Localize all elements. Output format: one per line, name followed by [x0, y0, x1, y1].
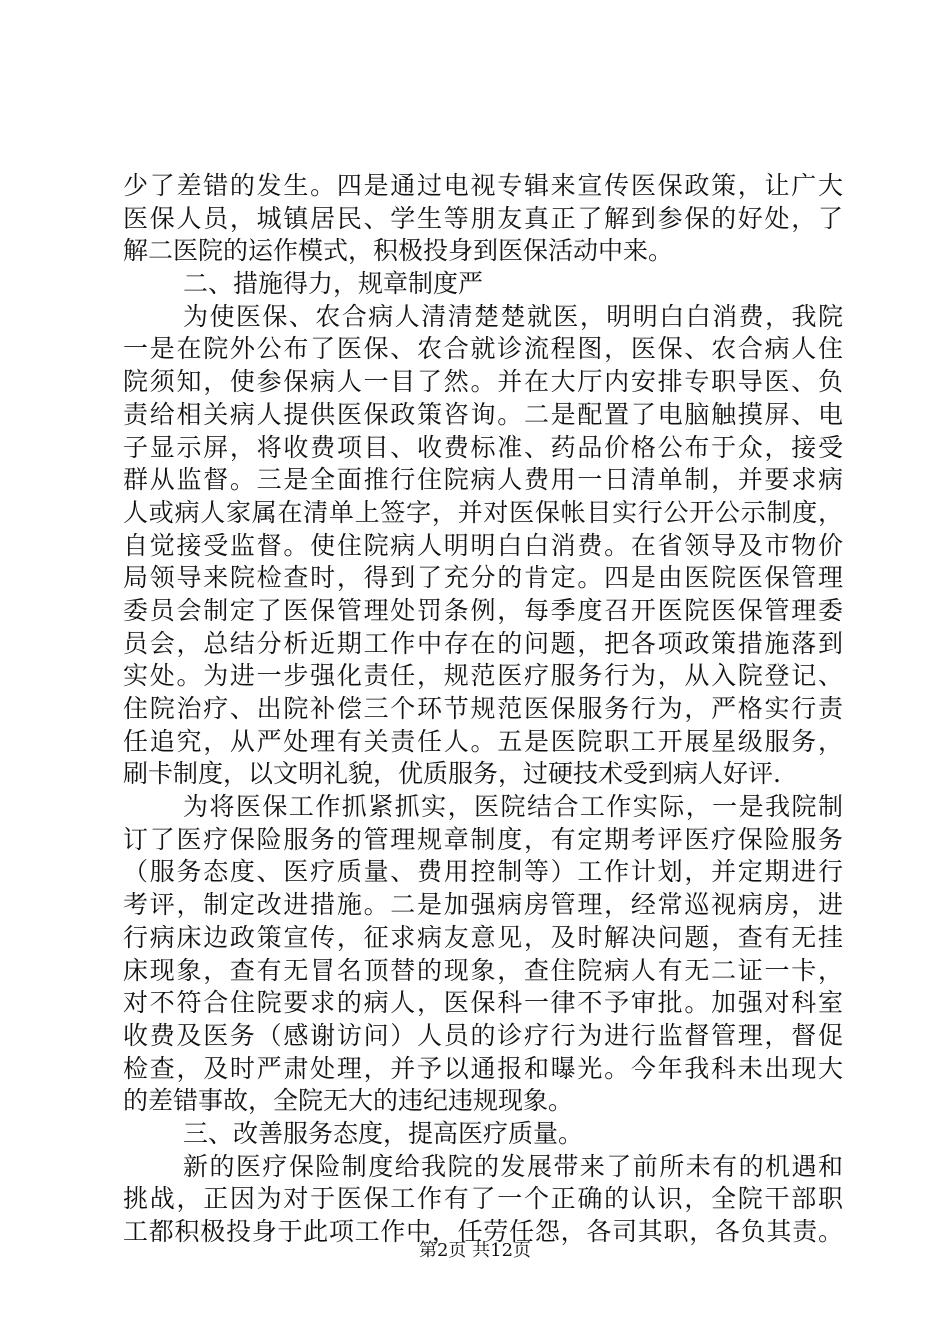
- text-line: 院须知，使参保病人一目了然。并在大厅内安排专职导医、负: [123, 367, 843, 397]
- text-line: 委员会制定了医保管理处罚条例，每季度召开医院医保管理委: [123, 595, 843, 625]
- text-line: 员会，总结分析近期工作中存在的问题，把各项政策措施落到: [123, 628, 843, 658]
- text-line: 为将医保工作抓紧抓实，医院结合工作实际，一是我院制: [183, 792, 843, 822]
- page-footer: 第2页 共12页: [418, 1240, 532, 1261]
- text-line: 行病床边政策宣传，征求病友意见，及时解决问题，查有无挂: [123, 922, 843, 952]
- text-line: 医保人员，城镇居民、学生等朋友真正了解到参保的好处，了: [123, 203, 843, 233]
- text-line: 一是在院外公布了医保、农合就诊流程图，医保、农合病人住: [123, 334, 843, 364]
- text-line: 住院治疗、出院补偿三个环节规范医保服务行为，严格实行责: [123, 694, 843, 723]
- text-line: 三、改善服务态度，提高医疗质量。: [183, 1118, 584, 1148]
- text-line: 收费及医务（感谢访问）人员的诊疗行为进行监督管理，督促: [123, 1020, 843, 1050]
- text-line: 对不符合住院要求的病人，医保科一律不予审批。加强对科室: [123, 988, 843, 1018]
- text-line: 工都积极投身于此项工作中，任劳任怨，各司其职，各负其责。: [123, 1217, 843, 1246]
- text-line: 自觉接受监督。使住院病人明明白白消费。在省领导及市物价: [123, 530, 843, 560]
- text-line: 少了差错的发生。四是通过电视专辑来宣传医保政策，让广大: [123, 171, 843, 200]
- text-line: 刷卡制度，以文明礼貌，优质服务，过硬技术受到病人好评.: [123, 759, 781, 789]
- text-line: 新的医疗保险制度给我院的发展带来了前所未有的机遇和: [183, 1151, 843, 1181]
- document-body: [123, 170, 843, 1249]
- text-line: 的差错事故，全院无大的违纪违规现象。: [123, 1086, 574, 1116]
- text-line: 局领导来院检查时，得到了充分的肯定。四是由医院医保管理: [123, 563, 843, 593]
- text-line: 责给相关病人提供医保政策咨询。二是配置了电脑触摸屏、电: [123, 399, 843, 429]
- text-line: 子显示屏，将收费项目、收费标准、药品价格公布于众，接受: [123, 432, 843, 462]
- text-line: 为使医保、农合病人清清楚楚就医，明明白白消费，我院: [183, 301, 843, 331]
- text-line: 床现象，查有无冒名顶替的现象，查住院病人有无二证一卡，: [123, 955, 843, 985]
- text-line: 实处。为进一步强化责任，规范医疗服务行为，从入院登记、: [123, 661, 843, 691]
- text-line: 订了医疗保险服务的管理规章制度，有定期考评医疗保险服务: [123, 824, 843, 854]
- text-line: 二、措施得力，规章制度严: [183, 269, 484, 299]
- text-line: 群从监督。三是全面推行住院病人费用一日清单制，并要求病: [123, 465, 843, 495]
- text-line: 任追究，从严处理有关责任人。五是医院职工开展星级服务，: [123, 726, 843, 756]
- text-line: 检查，及时严肃处理，并予以通报和曝光。今年我科未出现大: [123, 1053, 843, 1083]
- text-line: 考评，制定改进措施。二是加强病房管理，经常巡视病房，进: [123, 890, 843, 920]
- text-line: 挑战，正因为对于医保工作有了一个正确的认识，全院干部职: [123, 1184, 843, 1214]
- text-line: 人或病人家属在清单上签字，并对医保帐目实行公开公示制度，: [123, 497, 843, 527]
- text-line: （服务态度、医疗质量、费用控制等）工作计划，并定期进行: [123, 857, 843, 887]
- text-line: 解二医院的运作模式，积极投身到医保活动中来。: [123, 236, 674, 266]
